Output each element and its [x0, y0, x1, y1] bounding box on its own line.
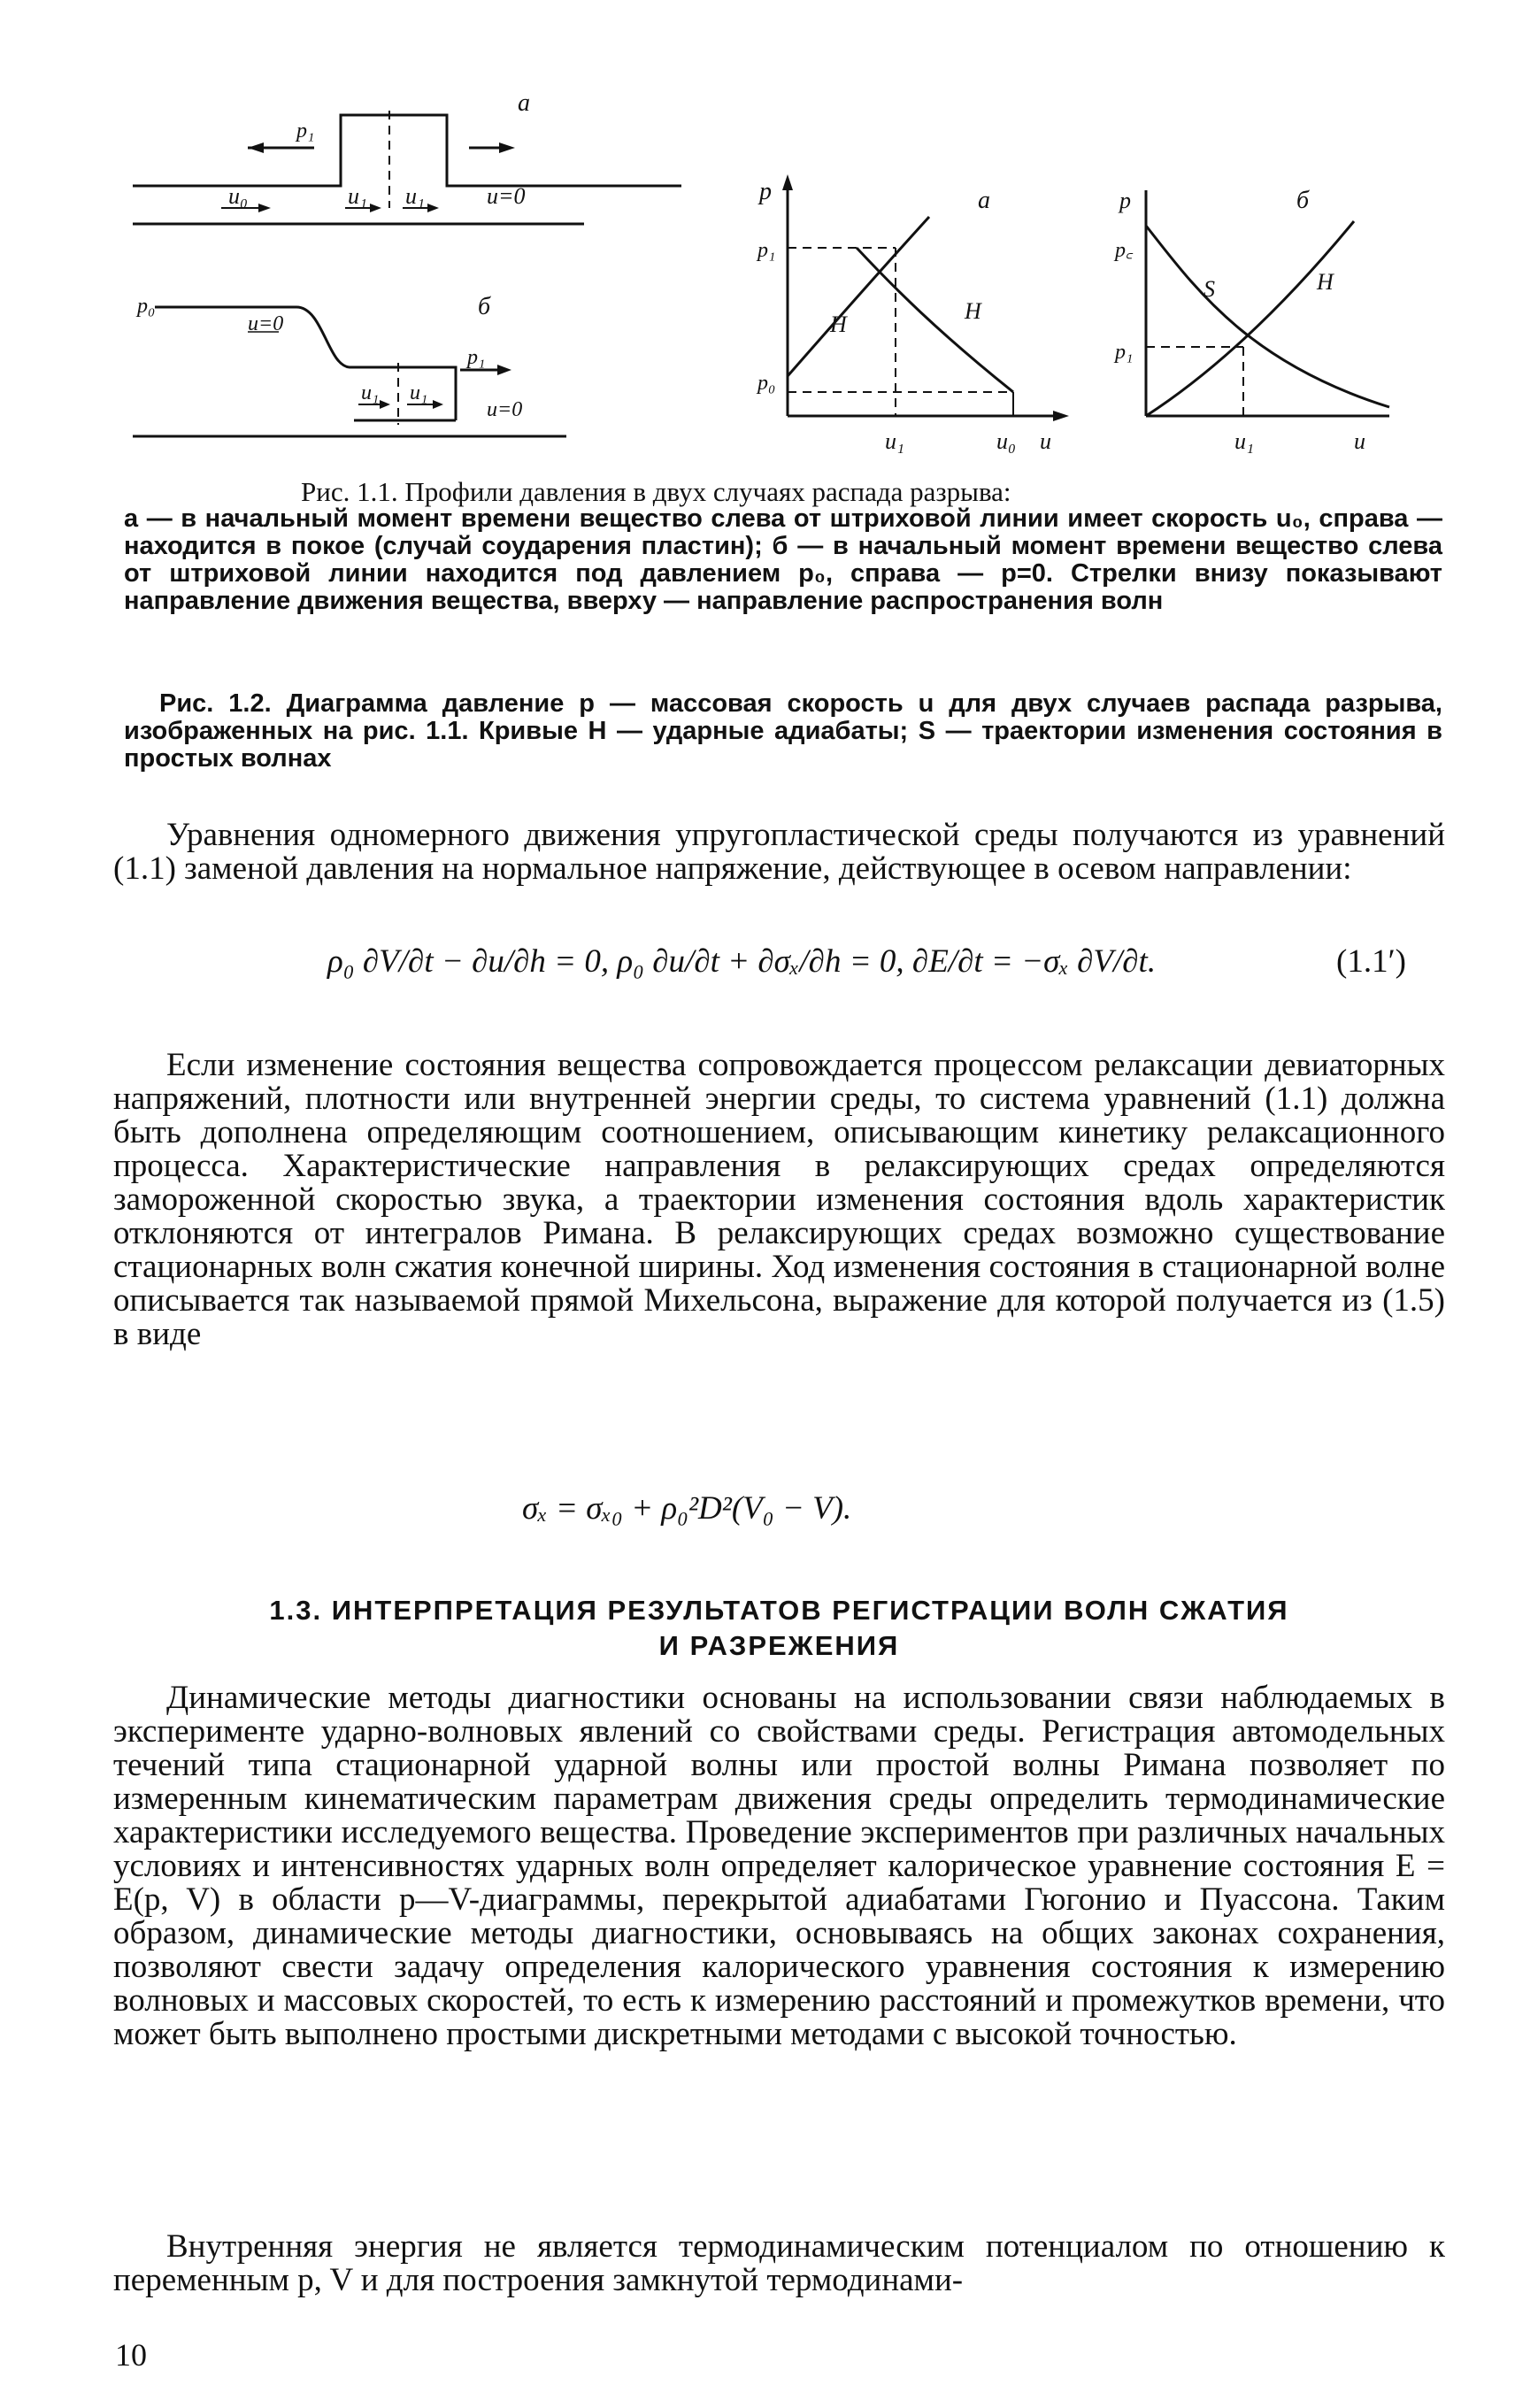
fig11a-p1: p₁	[296, 119, 315, 142]
fig12b-p1: p₁	[1115, 341, 1134, 364]
fig12a-p-axis: p	[759, 178, 772, 205]
paragraph-2-text: Если изменение состояния вещества сопровождается процессом релаксации девиаторных напряжений, плотности или внутренней энергии среды, то система уравнений (1.1) должна быть дополнена определяющим соотношением, описывающим кинетику релаксационного процесса. Характеристические направления в релаксирующих средах определяются замороженной скоростью звука, а траектории изменения состояния вдоль характеристик отклоняются от интегралов Римана. В релаксирующих средах возможно существование стационарных волн сжатия конечной ширины. Ход изменения состояния в стационарной волне описывается так называемой прямой Михельсона, выражение для которой получается из (1.5) в виде	[113, 1047, 1445, 1352]
fig12b-label: б	[1296, 187, 1310, 214]
fig12b-S: S	[1203, 276, 1215, 302]
section-heading	[113, 1593, 1445, 1664]
page-number: 10	[115, 2337, 147, 2373]
paragraph-4	[113, 2230, 1445, 2297]
fig12b-u1: u₁	[1234, 428, 1255, 454]
fig12b-H: H	[1317, 269, 1334, 295]
fig12a-H-right: H	[965, 298, 981, 324]
paragraph-1	[113, 819, 1445, 886]
fig11b-u1-right: u₁	[410, 381, 428, 404]
fig11a-label: а	[518, 89, 530, 117]
fig12a-u-axis: u	[1040, 428, 1051, 454]
fig11-caption-text: а — в начальный момент времени вещество слева от штриховой линии имеет скорость u₀, справа — находится в покое (случай соударения пластин); б — в начальный момент времени вещество слева от штриховой линии находится под давлением p₀, справа — p=0. Стрелки внизу показывают направление движения вещества, вверху — направление распространения волн	[124, 504, 1442, 615]
figure-1-2b	[1097, 173, 1398, 456]
michelson-equation: σₓ = σₓ₀ + ρ₀²D²(V₀ − V).	[522, 1490, 852, 1527]
fig11b-u-zero-left: u=0	[248, 312, 284, 335]
figure-1-1a	[133, 84, 681, 243]
fig11b-label: б	[478, 293, 491, 320]
fig11a-u1-left: u₁	[348, 183, 368, 209]
section-title-line2: И РАЗРЕЖЕНИЯ	[658, 1630, 900, 1661]
fig11a-u1-right: u₁	[405, 183, 426, 209]
fig12a-p0: p₀	[757, 372, 776, 395]
fig12a-label: а	[978, 187, 990, 214]
figure-1-2a	[752, 173, 1071, 456]
fig12-caption-text: Рис. 1.2. Диаграмма давление p — массовая скорость u для двух случаев распада разрыва, изображенных на рис. 1.1. Кривые H — ударные адиабаты; S — траектории изменения состояния в простых волнах	[124, 689, 1442, 773]
equation-1-1-prime: ρ₀ ∂V/∂t − ∂u/∂h = 0, ρ₀ ∂u/∂t + ∂σₓ/∂h = 0, ∂E/∂t = −σₓ ∂V/∂t.	[327, 943, 1157, 980]
fig12b-pc: p꜀	[1115, 239, 1134, 262]
figure-1-2-caption	[124, 690, 1442, 773]
fig11b-u-zero-right: u=0	[487, 398, 523, 421]
figure-1-1-caption	[124, 478, 1442, 615]
fig11a-u0: u₀	[228, 183, 249, 209]
fig12b-u-axis: u	[1354, 428, 1365, 454]
paragraph-4-text: Внутренняя энергия не является термодинамическим потенциалом по отношению к переменным p, V и для построения замкнутой термодинами-	[113, 2228, 1445, 2298]
paragraph-3-text: Динамические методы диагностики основаны на использовании связи наблюдаемых в эксперименте ударно-волновых явлений со свойствами среды. Регистрация автомодельных течений типа стационарной ударной волны или простой волны Римана позволяет по измеренным кинематическим параметрам движения среды определить термодинамические характеристики исследуемого вещества. Проведение экспериментов при различных начальных условиях и интенсивностях ударных волн определяет калорическое уравнение состояния E = E(p, V) в области p—V-диаграммы, перекрытой адиабатами Гюгонио и Пуассона. Таким образом, динамические методы диагностики, основываясь на общих законах сохранения, позволяют свести задачу определения калорического уравнения состояния к измерению волновых и массовых скоростей, то есть к измерению расстояний и промежутков времени, что может быть выполнено простыми дискретными методами с высокой точностью.	[113, 1680, 1445, 2052]
fig12a-u0: u₀	[996, 428, 1017, 454]
paragraph-2	[113, 1049, 1445, 1351]
fig11b-p1: p₁	[467, 346, 486, 369]
paragraph-3	[113, 1681, 1445, 2051]
fig12b-p-axis: p	[1119, 188, 1131, 213]
paragraph-1-text: Уравнения одномерного движения упругопластической среды получаются из уравнений (1.1) заменой давления на нормальное напряжение, действующее в осевом направлении:	[113, 817, 1445, 887]
fig12a-p1: p₁	[757, 239, 776, 262]
fig11-caption-title: Рис. 1.1. Профили давления в двух случаях распада разрыва:	[301, 476, 1011, 507]
fig11b-p0: p₀	[137, 295, 156, 318]
fig12a-u1: u₁	[885, 428, 905, 454]
fig11a-u-zero: u=0	[487, 183, 526, 209]
section-title-line1: 1.3. ИНТЕРПРЕТАЦИЯ РЕЗУЛЬТАТОВ РЕГИСТРАЦИИ ВОЛН СЖАТИЯ	[269, 1595, 1289, 1626]
equation-number: (1.1′)	[1336, 943, 1406, 980]
fig11b-u1-left: u₁	[361, 381, 380, 404]
fig12a-H-left: H	[830, 312, 847, 337]
figure-1-1b	[133, 288, 575, 438]
